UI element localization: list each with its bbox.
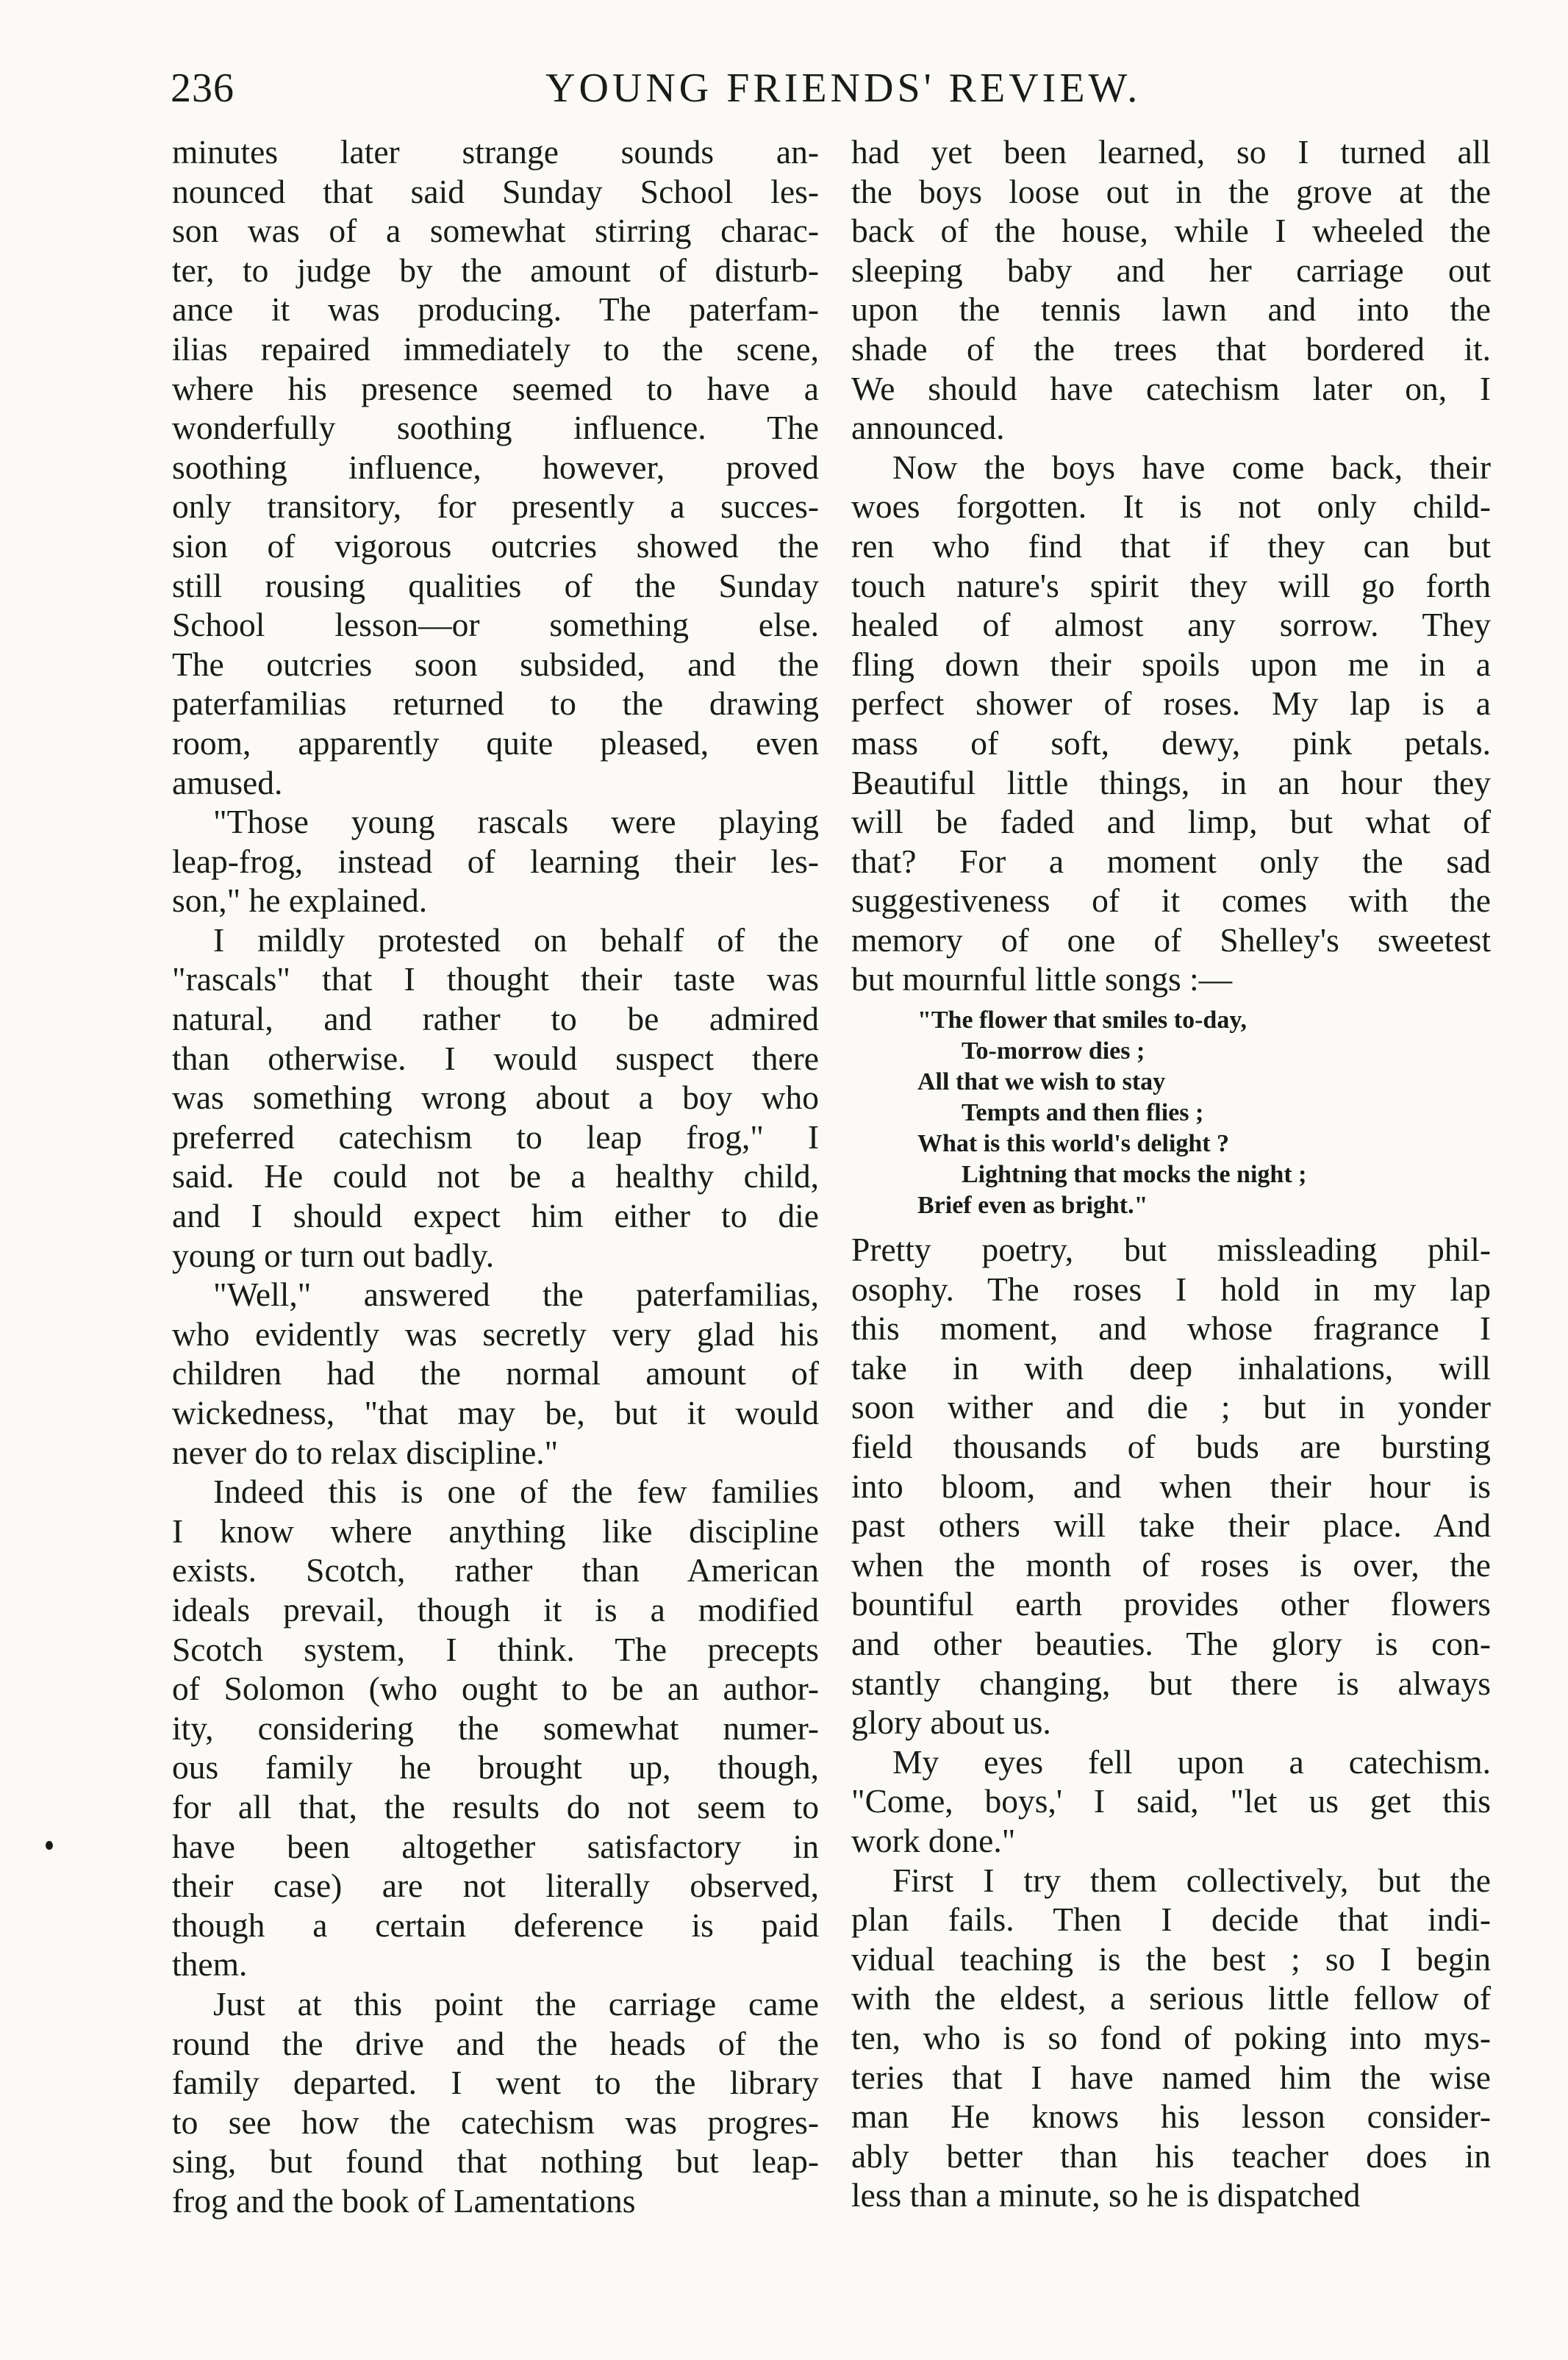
right-column-line: touch nature's spirit they will go forth xyxy=(851,566,1491,604)
right-column-line: We should have catechism later on, I xyxy=(851,369,1491,407)
left-column-line: where his presence seemed to have a xyxy=(172,369,819,407)
margin-mark xyxy=(46,1841,53,1850)
left-column-line: room, apparently quite pleased, even xyxy=(172,723,819,762)
right-column-line: memory of one of Shelley's sweetest xyxy=(851,920,1491,959)
left-column-line: than otherwise. I would suspect there xyxy=(172,1039,819,1077)
right-column-line: suggestiveness of it comes with the xyxy=(851,882,1491,920)
left-column-line: family departed. I went to the library xyxy=(172,2064,819,2102)
poem-line: "The flower that smiles to-day, xyxy=(917,1006,1247,1034)
left-column-line: Scotch system, I think. The precepts xyxy=(172,1630,819,1668)
left-column-line: sing, but found that nothing but leap- xyxy=(172,2142,819,2181)
left-column-line: exists. Scotch, rather than American xyxy=(172,1551,819,1590)
right-column-text-top xyxy=(851,132,1491,999)
left-column-line: children had the normal amount of xyxy=(172,1354,819,1392)
right-column-line: with the eldest, a serious little fellow of xyxy=(851,1979,1491,2017)
right-column-line: shade of the trees that bordered it. xyxy=(851,329,1491,368)
right-column-line: less than a minute, so he is dispatched xyxy=(851,2176,1361,2214)
left-column-line: them. xyxy=(172,1945,248,1984)
left-column-line: "Well," answered the paterfamilias, xyxy=(213,1276,819,1314)
page-number: 236 xyxy=(171,65,235,111)
left-column-line: natural, and rather to be admired xyxy=(172,1000,819,1038)
left-column-line: for all that, the results do not seem to xyxy=(172,1787,819,1826)
left-column-line: was something wrong about a boy who xyxy=(172,1079,819,1117)
left-column-line: still rousing qualities of the Sunday xyxy=(172,566,819,604)
right-column-line: Beautiful little things, in an hour they xyxy=(851,763,1491,801)
right-column-line: stantly changing, but there is always xyxy=(851,1664,1491,1702)
right-column-line: the boys loose out in the grove at the xyxy=(851,172,1491,210)
left-column-line: though a certain deference is paid xyxy=(172,1906,819,1944)
left-column-line: frog and the book of Lamentations xyxy=(172,2181,636,2220)
left-column-line: round the drive and the heads of the xyxy=(172,2024,819,2062)
right-column-line: glory about us. xyxy=(851,1703,1051,1742)
left-column-line: and I should expect him either to die xyxy=(172,1197,819,1235)
left-column-line: School lesson—or something else. xyxy=(172,606,819,644)
left-column-line: have been altogether satisfactory in xyxy=(172,1827,819,1865)
poem-line: Tempts and then flies ; xyxy=(962,1099,1204,1127)
right-column-line: upon the tennis lawn and into the xyxy=(851,290,1491,329)
left-column-line: wonderfully soothing influence. The xyxy=(172,409,819,447)
left-column-line: I know where anything like discipline xyxy=(172,1512,819,1550)
left-column-line: said. He could not be a healthy child, xyxy=(172,1157,819,1195)
right-column-line: into bloom, and when their hour is xyxy=(851,1467,1491,1505)
right-column-line: ren who find that if they can but xyxy=(851,526,1491,565)
left-column-line: nounced that said Sunday School les- xyxy=(172,172,819,210)
left-column-line: to see how the catechism was progres- xyxy=(172,2103,819,2141)
right-column-line: perfect shower of roses. My lap is a xyxy=(851,684,1491,723)
left-column-line: ous family he brought up, though, xyxy=(172,1748,819,1787)
right-column-line: back of the house, while I wheeled the xyxy=(851,212,1491,250)
poem-quotation xyxy=(851,999,1491,1230)
right-column-line: healed of almost any sorrow. They xyxy=(851,606,1491,644)
left-column-line: "rascals" that I thought their taste was xyxy=(172,960,819,998)
left-column-line: their case) are not literally observed, xyxy=(172,1867,819,1905)
right-column-line: that? For a moment only the sad xyxy=(851,842,1491,880)
right-column-line: "Come, boys,' I said, "let us get this xyxy=(851,1782,1491,1820)
right-column-text-bottom xyxy=(851,1230,1491,2215)
right-column-line: My eyes fell upon a catechism. xyxy=(892,1742,1491,1781)
right-column-line: Pretty poetry, but missleading phil- xyxy=(851,1231,1491,1269)
right-column-line: this moment, and whose fragrance I xyxy=(851,1309,1491,1348)
right-column-line: soon wither and die ; but in yonder xyxy=(851,1388,1491,1426)
right-column-line: will be faded and limp, but what of xyxy=(851,803,1491,841)
left-column-line: ilias repaired immediately to the scene, xyxy=(172,329,819,368)
left-column-line: I mildly protested on behalf of the xyxy=(213,920,819,959)
left-column-line: who evidently was secretly very glad his xyxy=(172,1315,819,1353)
left-column xyxy=(172,132,819,2220)
left-column-line: wickedness, "that may be, but it would xyxy=(172,1394,819,1431)
poem-line: Brief even as bright." xyxy=(917,1192,1148,1220)
right-column-line: and other beauties. The glory is con- xyxy=(851,1625,1491,1662)
left-column-line: sion of vigorous outcries showed the xyxy=(172,526,819,565)
poem-line: What is this world's delight ? xyxy=(917,1130,1230,1158)
right-column-line: bountiful earth provides other flowers xyxy=(851,1585,1491,1623)
right-column-line: announced. xyxy=(851,409,1005,447)
right-column-line: take in with deep inhalations, will xyxy=(851,1348,1491,1387)
poem-line: To-morrow dies ; xyxy=(962,1037,1145,1065)
right-column-line: sleeping baby and her carriage out xyxy=(851,251,1491,289)
left-column-line: ideals prevail, though it is a modified xyxy=(172,1590,819,1628)
left-column-line: ance it was producing. The paterfam- xyxy=(172,290,819,329)
running-title: YOUNG FRIENDS' REVIEW. xyxy=(545,65,1142,111)
left-column-line: minutes later strange sounds an- xyxy=(172,133,819,171)
poem-line: Lightning that mocks the night ; xyxy=(962,1161,1307,1189)
right-column-line: mass of soft, dewy, pink petals. xyxy=(851,723,1491,762)
right-column-line: teries that I have named him the wise xyxy=(851,2058,1491,2096)
right-column-line: First I try them collectively, but the xyxy=(892,1861,1491,1899)
right-column-line: plan fails. Then I decide that indi- xyxy=(851,1900,1491,1939)
left-column-line: never do to relax discipline." xyxy=(172,1433,559,1471)
right-column-line: osophy. The roses I hold in my lap xyxy=(851,1270,1491,1308)
right-column-line: Now the boys have come back, their xyxy=(892,448,1491,486)
left-column-line: son was of a somewhat stirring charac- xyxy=(172,212,819,250)
right-column-line: vidual teaching is the best ; so I begin xyxy=(851,1939,1491,1978)
left-column-line: leap-frog, instead of learning their les- xyxy=(172,842,819,880)
left-column-line: ter, to judge by the amount of disturb- xyxy=(172,251,819,289)
left-column-line: ity, considering the somewhat numer- xyxy=(172,1709,819,1747)
right-column-line: but mournful little songs :— xyxy=(851,960,1233,998)
right-column-line: man He knows his lesson consider- xyxy=(851,2098,1491,2136)
left-column-line: preferred catechism to leap frog," I xyxy=(172,1118,819,1156)
left-column-line: of Solomon (who ought to be an author- xyxy=(172,1670,819,1708)
right-column xyxy=(851,132,1491,2215)
right-column-line: fling down their spoils upon me in a xyxy=(851,645,1491,683)
left-column-line: The outcries soon subsided, and the xyxy=(172,645,819,683)
left-column-line: young or turn out badly. xyxy=(172,1236,495,1274)
right-column-line: had yet been learned, so I turned all xyxy=(851,133,1491,171)
left-column-line: paterfamilias returned to the drawing xyxy=(172,684,819,723)
right-column-line: past others will take their place. And xyxy=(851,1506,1491,1545)
left-column-line: only transitory, for presently a succes- xyxy=(172,487,819,526)
left-column-line: son," he explained. xyxy=(172,882,428,920)
right-column-line: field thousands of buds are bursting xyxy=(851,1428,1491,1466)
right-column-line: ably better than his teacher does in xyxy=(851,2136,1491,2175)
left-column-line: Indeed this is one of the few families xyxy=(213,1473,819,1511)
right-column-line: work done." xyxy=(851,1821,1016,1859)
right-column-line: when the month of roses is over, the xyxy=(851,1545,1491,1584)
left-column-line: Just at this point the carriage came xyxy=(213,1984,819,2023)
right-column-line: ten, who is so fond of poking into mys- xyxy=(851,2018,1491,2056)
left-column-line: "Those young rascals were playing xyxy=(213,803,819,841)
poem-line: All that we wish to stay xyxy=(917,1068,1166,1096)
left-column-line: amused. xyxy=(172,763,283,801)
right-column-line: woes forgotten. It is not only child- xyxy=(851,487,1491,526)
left-column-line: soothing influence, however, proved xyxy=(172,448,819,486)
page-header xyxy=(171,65,1501,124)
